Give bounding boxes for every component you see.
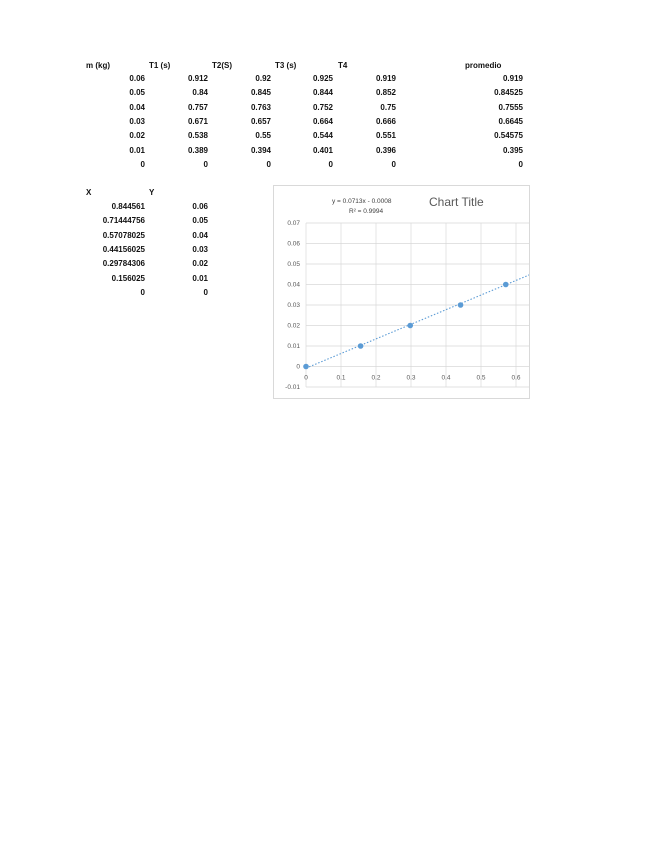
chart-ticks	[285, 220, 521, 391]
table1-cell: 0.401	[312, 145, 333, 155]
table1-cell: 0.92	[255, 74, 271, 83]
chart-title: Chart Title	[429, 195, 484, 209]
table1-cell: 0.389	[187, 145, 208, 155]
table2-cell: 0.01	[192, 273, 208, 283]
table1-cell: 0.671	[187, 116, 208, 126]
table1-cell: 0.7555	[498, 102, 523, 112]
table1-cell: 0.04	[129, 102, 145, 112]
table1-cell: 0.919	[375, 74, 396, 83]
table2-cell: 0.71444756	[102, 216, 145, 226]
table1-cell: 0.551	[375, 131, 396, 141]
x-tick-label: 0.3	[406, 374, 416, 382]
data-point	[458, 302, 464, 308]
table1-cell: 0.538	[187, 131, 208, 141]
table1-cell: 0.84	[192, 88, 208, 98]
header-mass: m (kg)	[86, 61, 110, 70]
data-point	[303, 364, 309, 370]
y-tick-label: 0.02	[287, 322, 300, 330]
x-tick-label: 0	[304, 374, 308, 382]
x-tick-label: 0.1	[336, 374, 346, 382]
trendline-r2: R² = 0.9994	[349, 208, 384, 215]
table1-cell: 0.664	[312, 116, 333, 126]
y-tick-label: 0.01	[287, 343, 300, 350]
table1-cell: 0.752	[312, 102, 333, 112]
header-t2: T2(S)	[212, 61, 232, 70]
table1-cell: 0.02	[129, 131, 145, 141]
x-tick-label: 0.5	[476, 374, 486, 382]
table1-cell: 0	[140, 159, 145, 169]
table2-cell: 0.05	[192, 216, 208, 226]
trendline-equation: y = 0.0713x - 0.0008	[332, 198, 392, 205]
table1-cell: 0.845	[250, 88, 271, 98]
table2-cell: 0.57078025	[102, 230, 145, 240]
header-x: X	[86, 188, 92, 197]
table1-cell: 0.84525	[494, 88, 523, 98]
table1-cell: 0	[328, 159, 333, 169]
chart-grid	[306, 223, 529, 387]
data-point	[358, 343, 364, 349]
data-point	[503, 282, 509, 288]
table2-cell: 0.44156025	[102, 244, 145, 254]
table1-cell: 0.657	[250, 116, 271, 126]
table2-cell: 0.29784306	[102, 259, 145, 269]
y-tick-label: 0.03	[287, 302, 300, 309]
table2-cell: 0.02	[192, 259, 208, 269]
table2-cell: 0.156025	[111, 273, 145, 283]
table1-cell: 0	[518, 159, 523, 169]
trendline	[306, 237, 529, 369]
table1-cell: 0.394	[250, 145, 271, 155]
table1-cell: 0.844	[312, 88, 333, 98]
table1-cell: 0	[203, 159, 208, 169]
table1-cell: 0.03	[129, 116, 145, 126]
table1-cell: 0.666	[375, 116, 396, 126]
table1-cell: 0.395	[502, 145, 523, 155]
table1-cell: 0.55	[255, 131, 271, 141]
table2-cell: 0.844561	[111, 202, 145, 211]
table1-cell: 0.54575	[494, 131, 523, 141]
table1-cell: 0.852	[375, 88, 396, 98]
header-y: Y	[149, 188, 155, 197]
table1-cell: 0.75	[380, 102, 396, 112]
y-tick-label: 0.06	[287, 240, 300, 248]
y-tick-label: 0.07	[287, 220, 300, 227]
chart-canvas	[274, 186, 529, 398]
table1-cell: 0	[391, 159, 396, 169]
y-tick-label: 0.05	[287, 261, 300, 268]
table1-cell: 0.396	[375, 145, 396, 155]
x-tick-label: 0.4	[441, 374, 451, 382]
y-tick-label: -0.01	[285, 384, 300, 391]
header-t3: T3 (s)	[275, 61, 297, 70]
data-point	[407, 323, 413, 329]
table2-cell: 0.06	[192, 202, 208, 211]
table2-cell: 0	[203, 287, 208, 297]
table1-cell: 0.01	[129, 145, 145, 155]
table1-cell: 0	[266, 159, 271, 169]
table1-cell: 0.763	[250, 102, 271, 112]
table1-cell: 0.757	[187, 102, 208, 112]
table1-cell: 0.919	[502, 74, 523, 83]
x-tick-label: 0.2	[371, 374, 381, 382]
table1-cell: 0.05	[129, 88, 145, 98]
table2-cell: 0.03	[192, 244, 208, 254]
chart-trendline	[306, 237, 529, 369]
table1-cell: 0.544	[312, 131, 333, 141]
x-tick-label: 0.6	[511, 374, 521, 382]
table2-cell: 0.04	[192, 230, 208, 240]
y-tick-label: 0	[296, 363, 300, 371]
header-promedio: promedio	[465, 61, 502, 70]
header-t4: T4	[338, 61, 348, 70]
table2-cell: 0	[140, 287, 145, 297]
scatter-chart[interactable]	[273, 185, 530, 399]
y-tick-label: 0.04	[287, 281, 300, 289]
header-t1: T1 (s)	[149, 61, 171, 70]
table1-cell: 0.06	[129, 74, 145, 83]
table1-cell: 0.6645	[498, 116, 523, 126]
table1-cell: 0.912	[187, 74, 208, 83]
table1-cell: 0.925	[312, 74, 333, 83]
